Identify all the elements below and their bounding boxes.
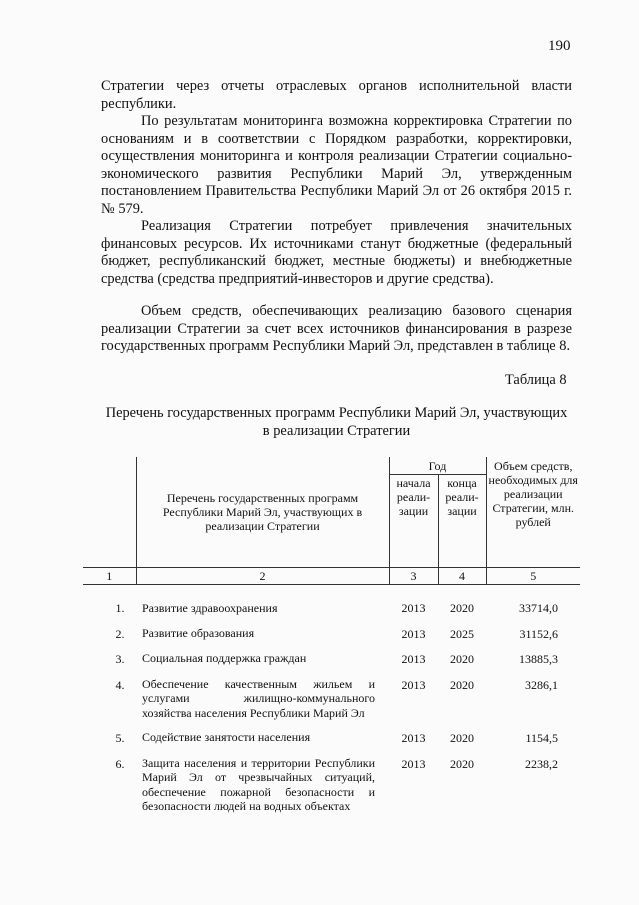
paragraph-2: По результатам мониторинга возможна корректировка Стратегии по основаниям и в соответствии с Порядком разработки, корректировки, осуществления мониторинга и контроля реализации Стратегии социально-экономического развития Республики Марий Эл, утвержденным постановлением Правительства Республики Марий Эл от 26 октября 2015 г. № 579. <box>101 113 572 217</box>
paragraph-3: Реализация Стратегии потребует привлечения значительных финансовых ресурсов. Их источниками станут бюджетные (федеральный бюджет, республиканский бюджет, местные бюджеты) и внебюджетные средства (средства предприятий-инвесторов и другие средства). <box>101 218 572 287</box>
column-index: 4 <box>438 568 486 585</box>
end-year: 2025 <box>450 626 474 641</box>
table-row <box>83 730 580 756</box>
start-year: 2013 <box>401 731 426 745</box>
table-row <box>83 651 580 677</box>
row-number: 4. <box>115 677 125 692</box>
programs-table <box>83 457 580 824</box>
header-num-cell <box>83 457 136 568</box>
column-index: 3 <box>389 568 438 585</box>
table-row <box>83 677 580 731</box>
end-year: 2020 <box>450 677 474 692</box>
row-number: 2. <box>115 626 125 641</box>
volume-value: 3286,1 <box>525 677 558 692</box>
header-volume: Объем средств, необходимых для реализации Стратегии, млн. рублей <box>488 459 578 529</box>
program-name: Развитие здравоохранения <box>142 601 278 615</box>
start-year: 2013 <box>401 601 426 615</box>
table-row <box>83 756 580 824</box>
volume-value: 2238,2 <box>525 756 558 771</box>
end-year: 2020 <box>450 731 474 745</box>
end-year: 2020 <box>450 756 474 771</box>
start-year: 2013 <box>401 652 426 666</box>
paragraph-1: Стратегии через отчеты отраслевых органов исполнительной власти республики. <box>101 78 572 112</box>
volume-value: 31152,6 <box>519 626 558 641</box>
table-row <box>83 626 580 652</box>
volume-value: 1154,5 <box>525 731 558 745</box>
header-end-year: конца реали-зации <box>438 475 486 568</box>
header-start-year: начала реали-зации <box>389 475 438 568</box>
program-name: Социальная поддержка граждан <box>142 651 307 665</box>
volume-value: 13885,3 <box>519 652 558 666</box>
program-name: Обеспечение качественным жильем и услугами жилищно-коммунального хозяйства населения Республики Марий Эл <box>142 676 375 720</box>
header-year-group: Год <box>389 457 486 475</box>
program-name: Развитие образования <box>142 625 255 640</box>
column-index: 2 <box>136 568 389 585</box>
column-index: 5 <box>486 568 580 585</box>
table-row <box>83 585 580 626</box>
table-label: Таблица 8 <box>505 372 567 388</box>
row-number: 5. <box>115 731 125 745</box>
start-year: 2013 <box>401 756 426 771</box>
row-number: 1. <box>115 601 125 615</box>
header-program-name: Перечень государственных программ Республики Марий Эл, участвующих в реализации Стратегии <box>136 457 389 568</box>
program-name: Содействие занятости населения <box>142 730 311 744</box>
table-title: Перечень государственных программ Республики Марий Эл, участвующих в реализации Стратегии <box>105 405 568 439</box>
page-number: 190 <box>548 38 571 54</box>
paragraph-4: Объем средств, обеспечивающих реализацию базового сценария реализации Стратегии за счет всех источников финансирования в разрезе государственных программ Республики Марий Эл, представлен в таблице 8. <box>101 303 572 354</box>
start-year: 2013 <box>401 626 426 641</box>
volume-value: 33714,0 <box>519 601 558 615</box>
program-name: Защита населения и территории Республики Марий Эл от чрезвычайных ситуаций, обеспечение пожарной безопасности и безопасности людей на водных объектах <box>142 755 375 813</box>
column-index: 1 <box>83 568 136 585</box>
row-number: 3. <box>115 652 125 666</box>
start-year: 2013 <box>401 677 426 692</box>
row-number: 6. <box>115 756 125 771</box>
end-year: 2020 <box>450 601 474 615</box>
end-year: 2020 <box>450 652 474 666</box>
